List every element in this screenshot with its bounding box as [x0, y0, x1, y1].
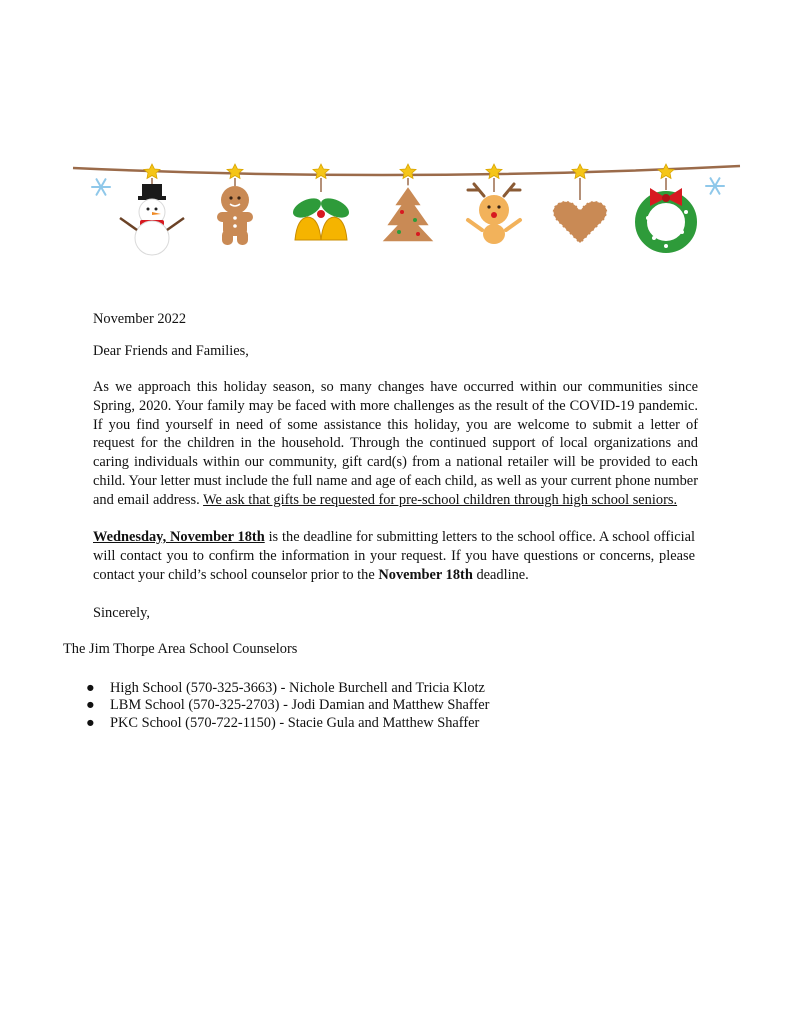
list-item — [86, 715, 489, 732]
snowman-icon — [120, 164, 184, 255]
heart-cookie-icon — [553, 164, 607, 244]
deadline-date: Wednesday, November 18th — [93, 529, 265, 545]
bullet: ● — [86, 680, 95, 696]
letter-closing: Sincerely, — [93, 605, 151, 621]
holiday-garland — [0, 150, 791, 260]
snowflake-icon — [92, 179, 110, 195]
gingerbread-man-icon — [217, 164, 253, 245]
deadline-text-end: deadline. — [476, 566, 529, 583]
letter-date: November 2022 — [93, 311, 187, 327]
counselor-entry: PKC School (570-722-1150) - Stacie Gula and Matthew Shaffer — [110, 714, 480, 731]
bullet: ● — [86, 714, 95, 731]
request-text: As we approach this holiday season, so many changes have occurred within our communities since Spring, 2020. Your family may be faced with more challenges as the result of the COVID-19 pandemic. If you find yourself in need of some assistance this holiday, you are welcome to submit a letter of request for the children in the household. Through the continued support of local organizations and caring individuals within our community, gift card(s) from a national retailer will be provided to each child. Your letter must include the full name and age of each child, as well as your current phone number and email address. — [93, 379, 698, 508]
eligibility-note: We ask that gifts be requested for pre-school children through high school seniors. — [203, 491, 678, 508]
letter-signature: The Jim Thorpe Area School Counselors — [63, 641, 298, 657]
request-paragraph — [93, 378, 698, 510]
list-item — [86, 680, 489, 697]
counselor-list — [86, 680, 489, 732]
deadline-date-bold: November 18th — [378, 566, 473, 583]
deadline-text: is the deadline for submitting letters to the school office. A school official will contact you to confirm the information in your request. If you have questions or concerns, please contact your child’s school counselor prior to the — [93, 529, 695, 583]
snowflake-icon — [706, 178, 724, 194]
reindeer-icon — [468, 164, 520, 244]
list-item — [86, 697, 489, 714]
wreath-icon — [641, 164, 691, 248]
letter-greeting: Dear Friends and Families, — [93, 343, 249, 359]
deadline-paragraph — [93, 528, 695, 584]
bullet: ● — [86, 697, 95, 714]
counselor-entry: LBM School (570-325-2703) - Jodi Damian and Matthew Shaffer — [110, 697, 490, 714]
counselor-entry: High School (570-325-3663) - Nichole Burchell and Tricia Klotz — [110, 680, 485, 696]
